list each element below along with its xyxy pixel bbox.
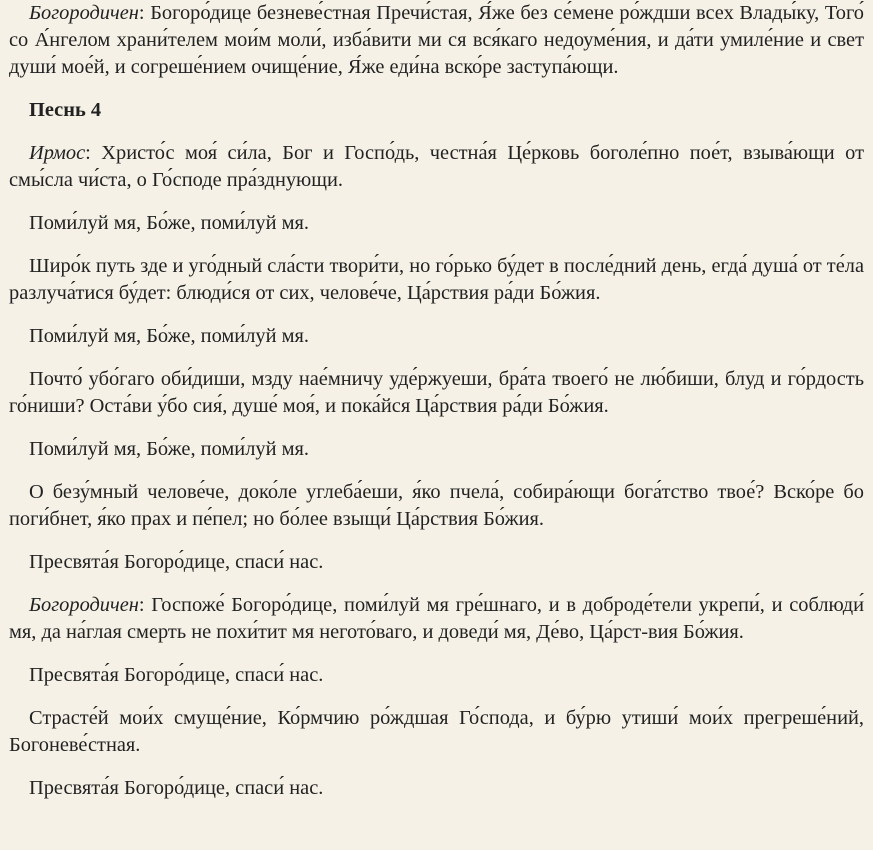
paragraph-text: : Христо́с моя́ си́ла, Бог и Госпо́дь, честна́я Це́рковь боголе́пно пое́т, взыва́ющи от смы́сла чи́ста, о Го́споде пра́зднующи. <box>9 142 864 191</box>
theotokos-refrain-paragraph: Пресвята́я Богоро́дице, спаси́ нас. <box>29 551 324 573</box>
paragraph-lead: Богородичен <box>29 594 139 616</box>
refrain-paragraph: Поми́луй мя, Бо́же, поми́луй мя. <box>29 325 309 347</box>
troparion-paragraph-1: Широ́к путь зде и уго́дный сла́сти твори́ти, но го́рько бу́дет в после́дний день, егда́ душа́ от те́ла разлуча́тися бу́дет: блюди́ся от сих, челове́че, Ца́рствия ра́ди Бо́жия. <box>9 255 864 304</box>
paragraph-text: : Богоро́дице безневе́стная Пречи́стая, Я́же без се́мене ро́ждши всех Влады́ку, Того́ со А́нгелом храни́телем мои́м моли́, изба́вити ми ся вся́каго недоуме́ния, и да́ти умиле́ние и свет души́ мое́й, и согреше́нием очище́ние, Я́же еди́на вско́ре заступа́ющи. <box>9 2 864 78</box>
refrain-paragraph: Поми́луй мя, Бо́же, поми́луй мя. <box>29 212 309 234</box>
troparion-paragraph-4: Страсте́й мои́х смуще́ние, Ко́рмчию ро́ждшая Го́спода, и бу́рю утиши́ мои́х прегреше́ний, Богоневе́стная. <box>9 707 864 756</box>
paragraph-text: : Госпоже́ Богоро́дице, поми́луй мя гре́шнаго, и в доброде́тели укрепи́, и соблюди́ мя, да на́глая смерть не похи́тит мя негото́ваго, и доведи́ мя, Де́во, Ца́рст-вия Бо́жия. <box>9 594 864 643</box>
bogorodichen-paragraph-1 <box>9 0 864 81</box>
troparion-paragraph-2: Почто́ убо́гаго оби́диши, мзду нае́мничу уде́ржуеши, бра́та твоего́ не лю́биши, блуд и го́рдость го́ниши? Оста́ви у́бо сия́, душе́ моя́, и пока́йся Ца́рствия ра́ди Бо́жия. <box>9 368 864 417</box>
refrain-paragraph: Поми́луй мя, Бо́же, поми́луй мя. <box>29 438 309 460</box>
paragraph-lead: Богородичен <box>29 2 139 24</box>
irmos-paragraph <box>9 140 864 194</box>
theotokos-refrain-paragraph: Пресвята́я Богоро́дице, спаси́ нас. <box>29 664 324 686</box>
bogorodichen-paragraph-2 <box>9 592 864 646</box>
troparion-paragraph-3: О безу́мный челове́че, доко́ле углеба́еши, я́ко пчела́, собира́ющи бога́тство твое́? Вско́ре бо поги́бнет, я́ко прах и пе́пел; но бо́лее взыщи́ Ца́рствия Бо́жия. <box>9 481 864 530</box>
section-heading: Песнь 4 <box>29 99 102 121</box>
paragraph-lead: Ирмос <box>29 142 86 164</box>
theotokos-refrain-paragraph: Пресвята́я Богоро́дице, спаси́ нас. <box>29 777 324 799</box>
